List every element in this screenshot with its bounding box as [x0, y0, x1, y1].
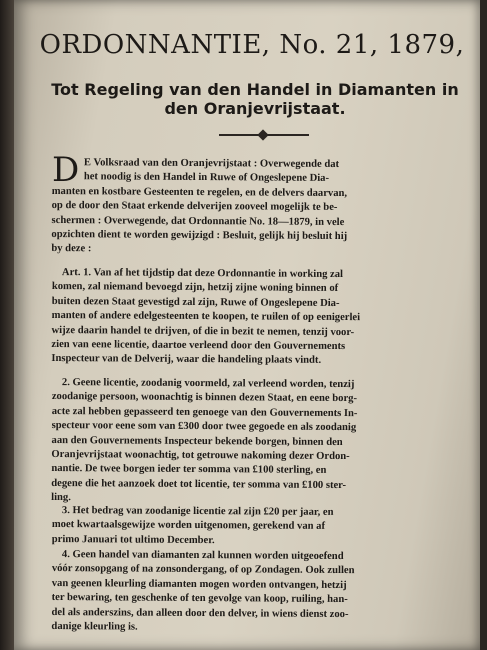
- subtitle-line: Tot Regeling van den Handel in Diamanten in: [51, 80, 459, 99]
- text-line: vóór zonsopgang of na zonsondergang, of op Zondagen. Ook zullen: [51, 563, 355, 577]
- text-line: ter bewaring, ten geschenke of ten gevolge van koop, ruiling, han-: [51, 592, 348, 606]
- page-subtitle: [30, 80, 480, 118]
- text-line: opzichten dient te worden gewijzigd : Besluit, gelijk hij besluit hij: [51, 229, 348, 243]
- text-line: E Volksraad van den Oranjevrijstaat : Overwegende dat: [83, 157, 340, 171]
- text-line: van geenen kleurling diamanten mogen worden ontvangen, hetzij: [51, 577, 347, 591]
- page-title: ORDONNANTIE, No. 21, 1879,: [39, 30, 465, 60]
- text-line: degene die het aanzoek doet tot licentie, ter somma van £100 ster-: [51, 477, 347, 491]
- text-line: zoodanige persoon, woonachtig is binnen dezen Staat, en eene borg-: [51, 391, 358, 405]
- text-line: komen, zal niemand bevoegd zijn, hetzij zijne woning binnen of: [51, 281, 339, 295]
- text-line: buiten dezen Staat gevestigd zal zijn, Ruwe of Ongeslepene Dia-: [51, 295, 340, 309]
- text-line: Art. 1. Van af het tijdstip dat deze Ordonnantie in working zal: [61, 267, 344, 281]
- preamble-paragraph: [51, 156, 480, 260]
- article-1-paragraph: [51, 266, 480, 370]
- book-page: [14, 0, 480, 650]
- text-line: ling.: [51, 492, 71, 504]
- text-line: Oranjevrijstaat woonachtig, tot getrouwe nakoming dezer Ordon-: [51, 449, 350, 463]
- text-line: aan den Gouvernements Inspecteur bekende borgen, binnen den: [51, 434, 343, 448]
- article-4-paragraph: [51, 548, 480, 637]
- text-line: wijze daarin handel te drijven, of die in bezit te nemen, tenzij voor-: [51, 324, 355, 338]
- text-line: zien van eene licentie, daartoe verleend door den Gouvernements: [51, 339, 346, 353]
- text-line: nantie. De twee borgen ieder ter somma van £100 sterling, en: [51, 463, 327, 477]
- text-line: 4. Geen handel van diamanten zal kunnen worden uitgeoefend: [61, 549, 344, 563]
- ornamental-rule-diamond: [257, 129, 268, 140]
- book-spine-shadow: [0, 0, 14, 650]
- text-line: 3. Het bedrag van zoodanige licentie zal zijn £20 per jaar, en: [61, 505, 334, 518]
- text-line: del als anderszins, dan alleen door den delver, in wiens dienst zoo-: [51, 606, 349, 620]
- text-line: manten of andere edelgesteenten te koopen, te ruilen of op eenigerlei: [51, 310, 361, 324]
- text-line: specteur voor eene som van £300 door twee gegoede en als zoodanig: [51, 420, 357, 434]
- text-line: 2. Geene licentie, zoodanig voormeld, zal verleend worden, tenzij: [61, 377, 355, 391]
- subtitle-line: den Oranjevrijstaat.: [164, 99, 346, 118]
- text-line: schermen : Overwegende, dat Ordonnantie No. 18—1879, in vele: [51, 214, 345, 228]
- text-line: by deze :: [51, 243, 92, 255]
- text-line: manten en kostbare Gesteenten te regelen, en de delvers daarvan,: [51, 185, 348, 199]
- text-line: moet kwartaalsgewijze worden uitgenomen, gerekend van af: [51, 519, 326, 533]
- text-line: Inspecteur van de Delverij, waar die handeling plaats vindt.: [51, 353, 322, 367]
- article-3-paragraph: [52, 504, 480, 550]
- article-2-paragraph: [51, 376, 480, 509]
- text-line: op de door den Staat erkende delverijen zooveel mogelijk te be-: [51, 200, 338, 214]
- text-line: primo Januari tot ultimo December.: [51, 533, 215, 546]
- text-line: danige kleurling is.: [51, 621, 138, 633]
- drop-cap-letter: D: [52, 150, 80, 190]
- text-line: het noodig is den Handel in Ruwe of Ongeslepene Dia-: [83, 171, 330, 185]
- text-line: acte zal hebben gepasseerd ten genoege van den Gouvernements In-: [51, 405, 358, 419]
